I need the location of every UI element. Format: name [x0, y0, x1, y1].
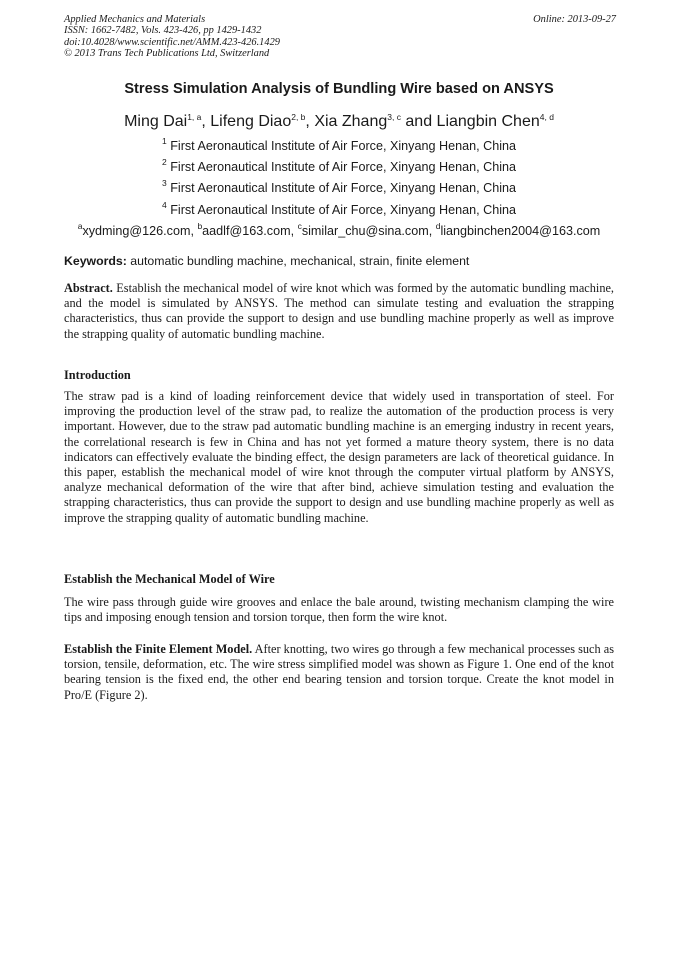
email-address: similar_chu@sina.com	[301, 224, 429, 238]
online-date: Online: 2013-09-27	[533, 14, 616, 25]
author-superscript: 3, c	[387, 112, 401, 122]
issn-line: ISSN: 1662-7482, Vols. 423-426, pp 1429-1432	[64, 25, 262, 37]
affiliation-text: First Aeronautical Institute of Air Force, Xinyang Henan, China	[170, 139, 517, 153]
keywords	[64, 254, 616, 268]
introduction-heading: Introduction	[64, 368, 131, 382]
email-superscript: d	[435, 221, 441, 231]
author-name: Xia Zhang	[314, 113, 388, 130]
email-superscript: b	[197, 221, 203, 231]
mechanical-model-paragraph: The wire pass through guide wire grooves and enlace the bale around, twisting mechanism clamping the wire tips and imposing enough tension and torsion torque, then form the wire knot.	[64, 595, 614, 625]
abstract-paragraph	[64, 281, 614, 342]
author-name: Liangbin Chen	[436, 113, 540, 130]
affiliation-text: First Aeronautical Institute of Air Force, Xinyang Henan, China	[170, 160, 517, 174]
journal-header	[64, 14, 616, 60]
doi-line: doi:10.4028/www.scientific.net/AMM.423-426.1429	[64, 36, 280, 48]
author-name: Ming Dai	[124, 113, 188, 130]
email-address: aadlf@163.com	[202, 224, 291, 238]
email-list	[0, 221, 678, 238]
email-separator: ,	[290, 224, 298, 238]
email-separator: ,	[428, 224, 436, 238]
email-address: liangbinchen2004@163.com	[440, 224, 601, 238]
author-list	[0, 113, 678, 131]
copyright-line: © 2013 Trans Tech Publications Ltd, Switzerland	[64, 48, 270, 60]
affiliation-number: 3	[161, 178, 167, 188]
mechanical-model-heading: Establish the Mechanical Model of Wire	[64, 572, 275, 586]
author-superscript: 1, a	[187, 112, 202, 122]
affiliation	[0, 157, 678, 174]
email-address: xydming@126.com	[82, 224, 191, 238]
affiliation	[0, 136, 678, 153]
affiliation	[0, 200, 678, 217]
fe-model-text: After knotting, two wires go through a few mechanical processes such as torsion, tensile, deformation, etc. The wire stress simplified model was shown as Figure 1. One end of the knot bearing tension is the fixed end, the other end bearing tension and torsion torque. Create the knot model in Pro/E (Figure 2).	[64, 642, 614, 702]
affiliation-number: 1	[161, 136, 167, 146]
author-name: Lifeng Diao	[210, 113, 292, 130]
abstract-text: Establish the mechanical model of wire knot which was formed by the automatic bundling machine, and the model is simulated by ANSYS. The method can simulate testing and evaluation the strapping characteristics, thus can provide the support to design and use bundling machine properly as well as improve the strapping quality of automatic bundling machine.	[64, 281, 615, 341]
affiliation-number: 2	[161, 157, 167, 167]
keywords-label: Keywords:	[64, 254, 127, 268]
fe-model-paragraph	[64, 642, 614, 703]
journal-name: Applied Mechanics and Materials	[64, 14, 206, 25]
author-superscript: 4, d	[539, 112, 554, 122]
author-separator: ,	[305, 113, 315, 130]
affiliation	[0, 178, 678, 195]
email-superscript: a	[77, 221, 83, 231]
introduction-paragraph: The straw pad is a kind of loading reinforcement device that widely used in transportation of steel. For improving the production level of the straw pad, to realize the automation of the production process is very important. However, due to the straw pad automatic bundling machine is an emerging industry in recent years, the correlational research is few in China and has not yet formed a mature theory system, there is no data indicators can effectively evaluate the binding effect, the design parameters are lack of theoretical guidance. In this paper, establish the mechanical model of wire knot through the computer virtual platform by ANSYS, analyze mechanical deformation of the wire that after bind, achieve simulation testing and evaluation the strapping characteristics, thus can provide the support to design and use bundling machine properly as well as improve the strapping quality of automatic bundling machine.	[64, 389, 614, 525]
affiliation-text: First Aeronautical Institute of Air Force, Xinyang Henan, China	[170, 181, 517, 195]
email-separator: ,	[190, 224, 198, 238]
affiliation-text: First Aeronautical Institute of Air Force, Xinyang Henan, China	[170, 203, 517, 217]
affiliation-number: 4	[161, 200, 167, 210]
author-superscript: 2, b	[291, 112, 306, 122]
author-separator: ,	[201, 113, 211, 130]
keywords-text: automatic bundling machine, mechanical, strain, finite element	[130, 254, 470, 268]
email-superscript: c	[297, 221, 302, 231]
paper-title: Stress Simulation Analysis of Bundling Wire based on ANSYS	[124, 81, 554, 97]
author-separator: and	[400, 113, 437, 130]
abstract-label: Abstract.	[64, 281, 113, 295]
fe-model-label: Establish the Finite Element Model.	[64, 642, 253, 656]
